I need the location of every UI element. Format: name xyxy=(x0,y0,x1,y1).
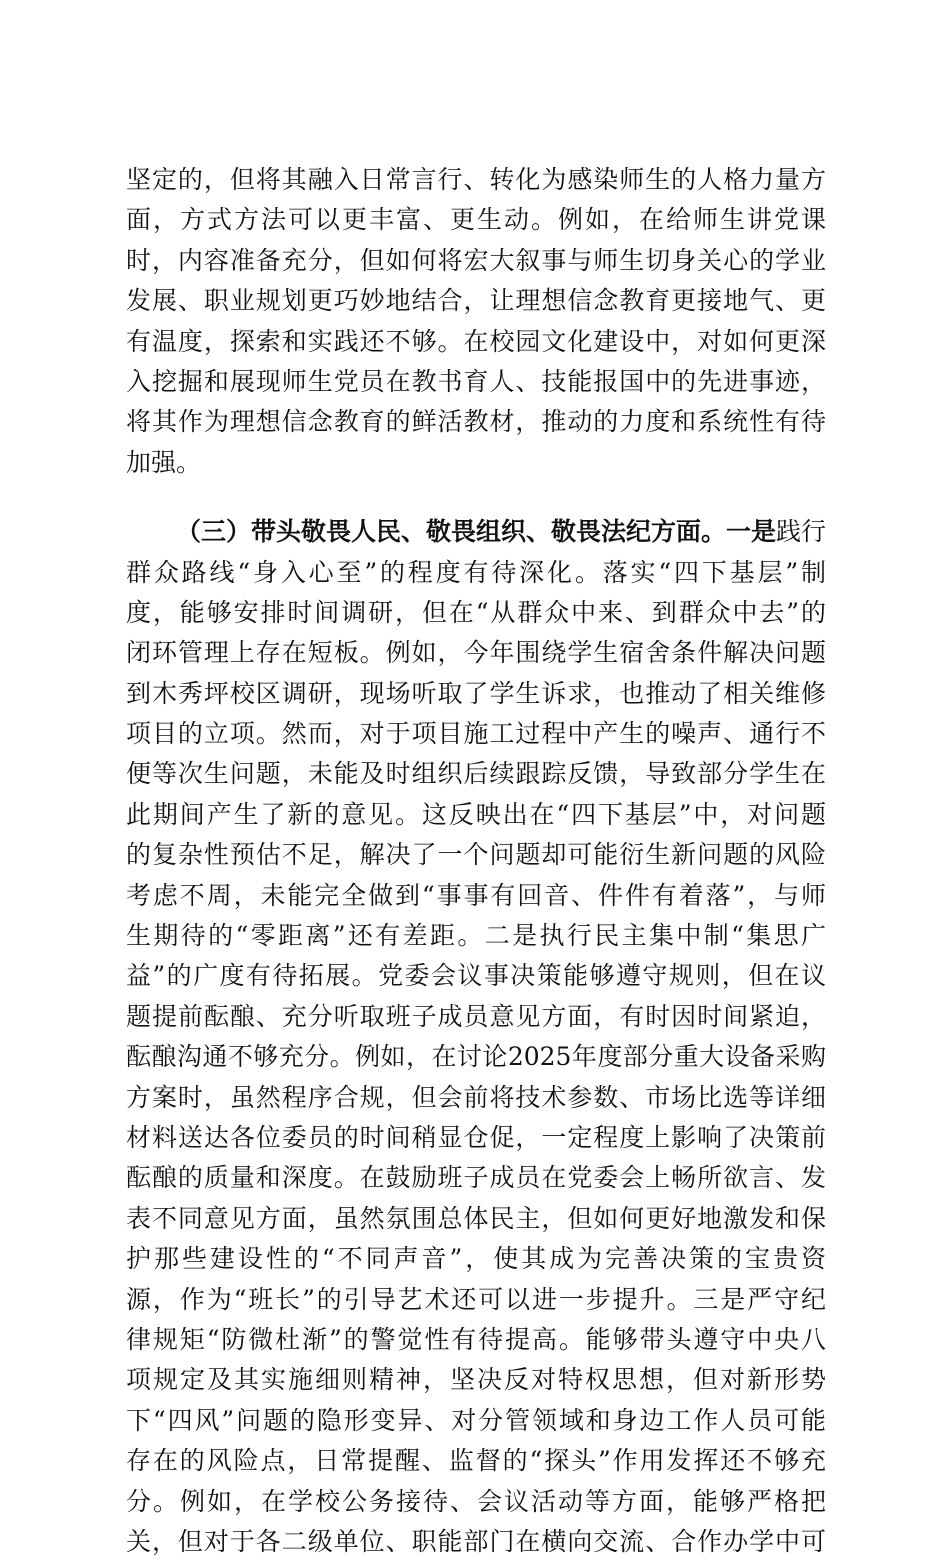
text-line: 加强。 xyxy=(126,447,202,477)
text-line: 存在的风险点，日常提醒、监督的“探头”作用发挥还不够充 xyxy=(126,1446,826,1476)
text-line: 护那些建设性的“不同声音”，使其成为完善决策的宝贵资 xyxy=(126,1244,826,1274)
text-line: 益”的广度有待拓展。党委会议事决策能够遵守规则，但在议 xyxy=(126,961,826,991)
text-line: 关，但对于各二级单位、职能部门在横向交流、合作办学中可 xyxy=(126,1526,826,1556)
text-line: 源，作为“班长”的引导艺术还可以进一步提升。三是严守纪 xyxy=(126,1284,826,1314)
text-line: 时，内容准备充分，但如何将宏大叙事与师生切身关心的学业 xyxy=(126,245,826,275)
text-line: 题提前酝酿、充分听取班子成员意见方面，有时因时间紧迫， xyxy=(126,1001,826,1031)
paragraph-1 xyxy=(126,160,826,483)
text-line: 律规矩“防微杜渐”的警觉性有待提高。能够带头遵守中央八 xyxy=(126,1324,826,1354)
text-line: 群众路线“身入心至”的程度有待深化。落实“四下基层”制 xyxy=(126,557,826,587)
text-line: 闭环管理上存在短板。例如，今年围绕学生宿舍条件解决问题 xyxy=(126,638,826,668)
text-line: 入挖掘和展现师生党员在教书育人、技能报国中的先进事迹， xyxy=(126,366,826,396)
text-line: 项规定及其实施细则精神，坚决反对特权思想，但对新形势 xyxy=(126,1365,826,1395)
text-line: 酝酿沟通不够充分。例如，在讨论2025年度部分重大设备采购 xyxy=(126,1042,826,1072)
text-line: 将其作为理想信念教育的鲜活教材，推动的力度和系统性有待 xyxy=(126,407,826,437)
text-line: 方案时，虽然程序合规，但会前将技术参数、市场比选等详细 xyxy=(126,1082,826,1112)
text-line: 考虑不周，未能完全做到“事事有回音、件件有着落”，与师 xyxy=(126,880,826,910)
heading-tail-text: 践行 xyxy=(776,517,827,547)
text-line: 度，能够安排时间调研，但在“从群众中来、到群众中去”的 xyxy=(126,597,826,627)
text-line: 到木秀坪校区调研，现场听取了学生诉求，也推动了相关维修 xyxy=(126,678,826,708)
text-line: 下“四风”问题的隐形变异、对分管领域和身边工作人员可能 xyxy=(126,1405,826,1435)
text-line: 发展、职业规划更巧妙地结合，让理想信念教育更接地气、更 xyxy=(126,286,826,316)
document-body xyxy=(126,160,826,1562)
text-line: 有温度，探索和实践还不够。在校园文化建设中，对如何更深 xyxy=(126,326,826,356)
section-heading: （三）带头敬畏人民、敬畏组织、敬畏法纪方面。一是 xyxy=(176,517,777,547)
text-line: 项目的立项。然而，对于项目施工过程中产生的噪声、通行不 xyxy=(126,719,826,749)
paragraph-spacer xyxy=(126,483,826,512)
text-line: 面，方式方法可以更丰富、更生动。例如，在给师生讲党课 xyxy=(126,205,826,235)
text-line: 的复杂性预估不足，解决了一个问题却可能衍生新问题的风险 xyxy=(126,840,826,870)
paragraph-2 xyxy=(126,512,826,1562)
text-line: 分。例如，在学校公务接待、会议活动等方面，能够严格把 xyxy=(126,1486,826,1516)
section-heading-line xyxy=(126,512,826,552)
text-line: 此期间产生了新的意见。这反映出在“四下基层”中，对问题 xyxy=(126,799,826,829)
text-line: 酝酿的质量和深度。在鼓励班子成员在党委会上畅所欲言、发 xyxy=(126,1163,826,1193)
text-line: 材料送达各位委员的时间稍显仓促，一定程度上影响了决策前 xyxy=(126,1122,826,1152)
text-line: 生期待的“零距离”还有差距。二是执行民主集中制“集思广 xyxy=(126,921,826,951)
text-line: 便等次生问题，未能及时组织后续跟踪反馈，导致部分学生在 xyxy=(126,759,826,789)
text-line: 表不同意见方面，虽然氛围总体民主，但如何更好地激发和保 xyxy=(126,1203,826,1233)
text-line: 坚定的，但将其融入日常言行、转化为感染师生的人格力量方 xyxy=(126,165,826,194)
